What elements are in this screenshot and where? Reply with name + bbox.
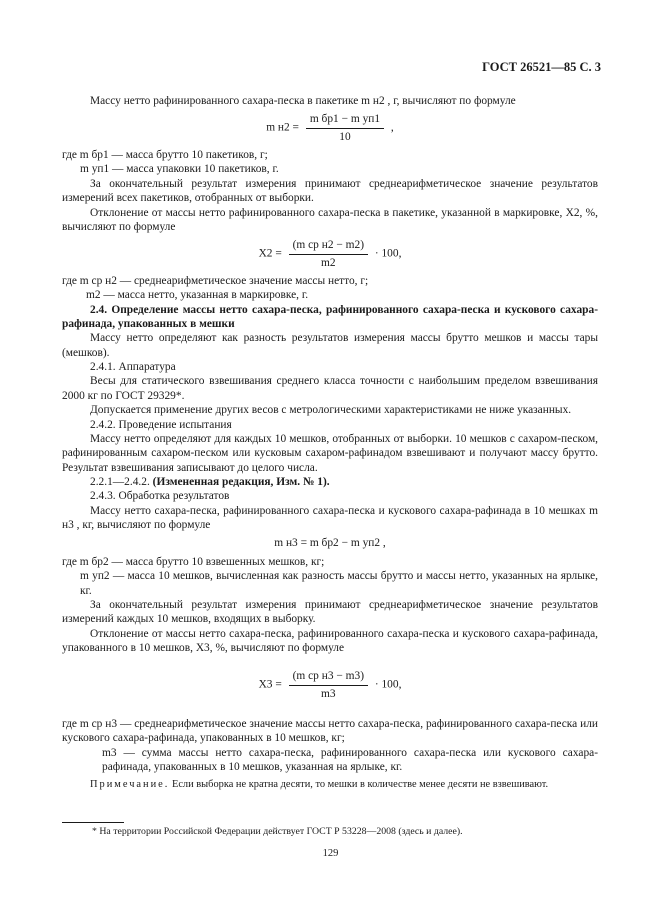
- subsection-heading: 2.4.2. Проведение испытания: [90, 418, 232, 431]
- fraction: [306, 112, 384, 144]
- formula-tail: · 100,: [374, 247, 402, 260]
- amendment-text: (Измененная редакция, Изм. № 1).: [152, 475, 330, 488]
- fraction-denominator: m2: [321, 256, 336, 269]
- paragraph: m2 — масса нетто, указанная в маркировке, г.: [86, 289, 309, 302]
- paragraph: где m cp н2 — среднеарифметическое значение массы нетто, г;: [62, 274, 369, 287]
- paragraph: m уп2 — масса 10 мешков, вычисленная как разность массы брутто и массы нетто, указанных на ярлыке, кг.: [80, 570, 598, 597]
- paragraph: m уп1 — масса упаковки 10 пакетиков, г.: [80, 163, 279, 176]
- note-text: Если выборка не кратна десяти, то мешки в количестве менее десяти не взвешивают.: [171, 779, 549, 791]
- fraction-denominator: 10: [339, 130, 351, 143]
- fraction-numerator: (m cp н2 − m2): [289, 238, 368, 254]
- note-label: Примечание.: [90, 779, 170, 791]
- fraction: [289, 238, 368, 270]
- fraction-numerator: (m cp н3 − m3): [289, 669, 368, 685]
- subsection-heading: 2.4.1. Аппаратура: [90, 361, 176, 374]
- paragraph: где m бр2 — масса брутто 10 взвешенных мешков, кг;: [62, 555, 325, 568]
- note: [62, 778, 598, 791]
- amendment-range: 2.2.1—2.4.2.: [90, 475, 150, 488]
- formula-lhs: X3 =: [258, 678, 282, 691]
- formula-mn2: [62, 112, 598, 144]
- amendment-note: [62, 475, 598, 489]
- page-number: 129: [322, 848, 339, 859]
- paragraph: Отклонение от массы нетто сахара-песка, рафинированного сахара-песка и кускового сахара-рафинада, упакованного в 10 мешков, X3, %, вычисляют по формуле: [62, 627, 598, 654]
- paragraph: m3 — сумма массы нетто сахара-песка, рафинированного сахара-песка или кускового сахара-рафинада, упакованных в 10 мешков, указанная на ярлыке, кг.: [102, 746, 598, 774]
- footnote-divider: [62, 822, 124, 823]
- paragraph: Отклонение от массы нетто рафинированного сахара-песка в пакетике, указанной в маркировке, X2, %, вычисляют по формуле: [62, 206, 598, 233]
- formula-x3: [62, 669, 598, 701]
- paragraph: За окончательный результат измерения принимают среднеарифметическое значение результатов измерений каждых 10 мешков, входящих в выборку.: [62, 598, 598, 626]
- footnote: * На территории Российской Федерации действует ГОСТ Р 53228—2008 (здесь и далее).: [92, 826, 463, 837]
- paragraph: Массу нетто определяют как разность результатов измерения массы брутто мешков и массы тары (мешков).: [62, 332, 598, 359]
- fraction-denominator: m3: [321, 687, 336, 700]
- formula-x2: [62, 238, 598, 270]
- paragraph: Допускается применение других весов с метрологическими характеристиками не ниже указанных.: [90, 404, 572, 417]
- section-heading: 2.4. Определение массы нетто сахара-песка, рафинированного сахара-песка и кускового сахара-рафинада, упакованных в мешки: [62, 303, 598, 331]
- formula-tail: · 100,: [374, 678, 402, 691]
- fraction-numerator: m бр1 − m уп1: [306, 112, 384, 128]
- paragraph: Весы для статического взвешивания среднего класса точности с наибольшим пределом взвешивания 2000 кг по ГОСТ 29329*.: [62, 375, 598, 402]
- paragraph: Массу нетто рафинированного сахара-песка в пакетике m н2 , г, вычисляют по формуле: [90, 95, 516, 107]
- subsection-heading: 2.4.3. Обработка результатов: [90, 490, 230, 503]
- paragraph: Массу нетто определяют для каждых 10 мешков, отобранных от выборки. 10 мешков с сахаром-песком, рафинированным сахаром-песком или кусковым сахаром-рафинадом взвешивают и получают массу брутто. Результат взвешивания записывают до целого числа.: [62, 432, 598, 474]
- paragraph: За окончательный результат измерения принимают среднеарифметическое значение результатов измерений всех пакетиков, отобранных от выборки.: [62, 177, 598, 205]
- paragraph: Массу нетто сахара-песка, рафинированного сахара-песка и кускового сахара-рафинада в 10 мешках m н3 , кг, вычисляют по формуле: [62, 504, 598, 532]
- paragraph: где m cp н3 — среднеарифметическое значение массы нетто сахара-песка, рафинированного сахара-песка или кускового сахара-рафинада, упакованных в 10 мешков, кг;: [62, 718, 598, 745]
- formula-tail: ,: [390, 121, 394, 134]
- formula-lhs: X2 =: [258, 247, 282, 260]
- paragraph: где m бр1 — масса брутто 10 пакетиков, г;: [62, 149, 268, 162]
- fraction: [289, 669, 368, 701]
- page-body: [62, 94, 598, 792]
- formula-mn3: m н3 = m бр2 − m уп2 ,: [274, 537, 386, 550]
- page-header: ГОСТ 26521—85 С. 3: [482, 60, 601, 74]
- formula-lhs: m н2 =: [266, 121, 299, 134]
